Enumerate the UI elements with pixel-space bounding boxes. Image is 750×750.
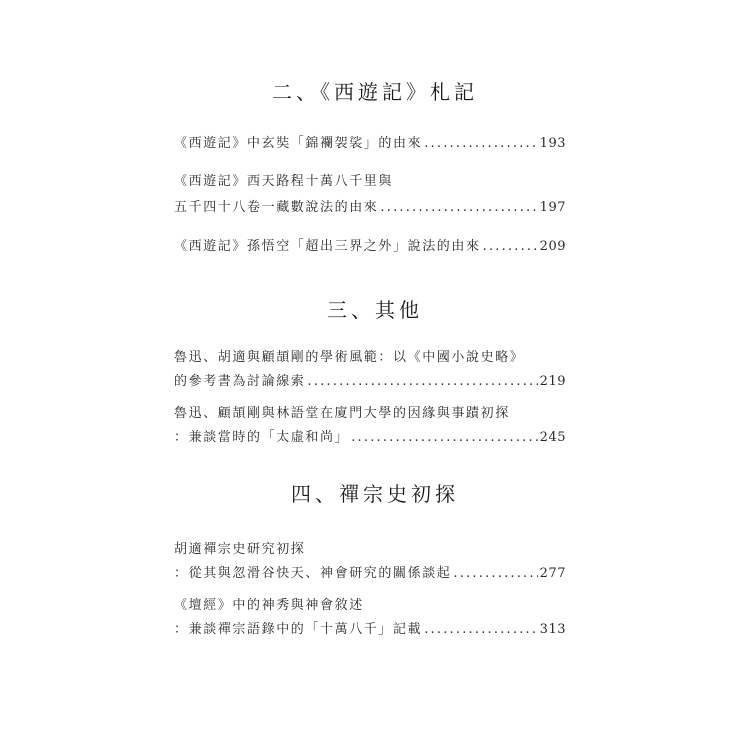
toc-entry-xitian-lucheng-line1[interactable]: [174, 170, 566, 189]
toc-entry-title: 胡適禪宗史研究初探: [174, 542, 306, 557]
toc-entry-title: 《壇經》中的神秀與神會敘述: [174, 598, 364, 613]
toc-entry-title: 魯迅、顧頡剛與林語堂在廈門大學的因緣與事蹟初探: [174, 406, 510, 421]
leader-dots: [424, 622, 537, 637]
toc-page-number: 245: [539, 430, 566, 445]
toc-page-number: 209: [539, 239, 566, 254]
toc-entry-tanjing-line2[interactable]: [174, 618, 566, 637]
toc-page-number: 219: [539, 374, 566, 389]
toc-entry-xiamen-line1[interactable]: [174, 402, 566, 421]
toc-entry-tanjing-line1[interactable]: [174, 594, 566, 613]
toc-entry-xitian-lucheng-line2[interactable]: [174, 196, 566, 215]
toc-entry-title: 魯迅、胡適與顧頡剛的學術風範：以《中國小說史略》: [174, 350, 525, 365]
toc-entry-title: 《西遊記》孫悟空「超出三界之外」說法的由來: [174, 239, 481, 254]
toc-entry-xiamen-line2[interactable]: [174, 426, 566, 445]
toc-entry-title-continued: ：從其與忽滑谷快天、神會研究的關係談起: [174, 566, 452, 581]
section-heading-chan-history: 四、禪宗史初探: [291, 482, 459, 506]
section-heading-other: 三、其他: [327, 298, 423, 322]
toc-entry-hushi-chan-line1[interactable]: [174, 538, 566, 557]
toc-entry-title-continued: 五千四十八卷一藏數說法的由來: [174, 200, 379, 215]
toc-entry-title-continued: ：兼談禪宗語錄中的「十萬八千」記載: [174, 622, 423, 637]
toc-page-number: 193: [539, 136, 566, 151]
leader-dots: [351, 430, 537, 445]
toc-page-number: 277: [539, 566, 566, 581]
toc-page-number: 197: [539, 200, 566, 215]
toc-entry-title-continued: 的參考書為討論線索: [174, 374, 306, 389]
toc-entry-luxun-hushi-line1[interactable]: [174, 346, 566, 365]
toc-entry-jinlan-jiasha[interactable]: [174, 132, 566, 151]
leader-dots: [483, 239, 538, 254]
toc-entry-title-continued: ：兼談當時的「太虛和尚」: [174, 430, 350, 445]
leader-dots: [307, 374, 537, 389]
toc-entry-title: 《西遊記》中玄奘「錦襴袈裟」的由來: [174, 136, 423, 151]
section-heading-xiyouji: 二、《西遊記》札記: [272, 80, 478, 104]
toc-entry-sun-wukong[interactable]: [174, 235, 566, 254]
leader-dots: [424, 136, 537, 151]
toc-page-number: 313: [539, 622, 566, 637]
toc-entry-hushi-chan-line2[interactable]: [174, 562, 566, 581]
toc-entry-title: 《西遊記》西天路程十萬八千里與: [174, 174, 394, 189]
leader-dots: [380, 200, 537, 215]
leader-dots: [453, 566, 537, 581]
toc-entry-luxun-hushi-line2[interactable]: [174, 370, 566, 389]
